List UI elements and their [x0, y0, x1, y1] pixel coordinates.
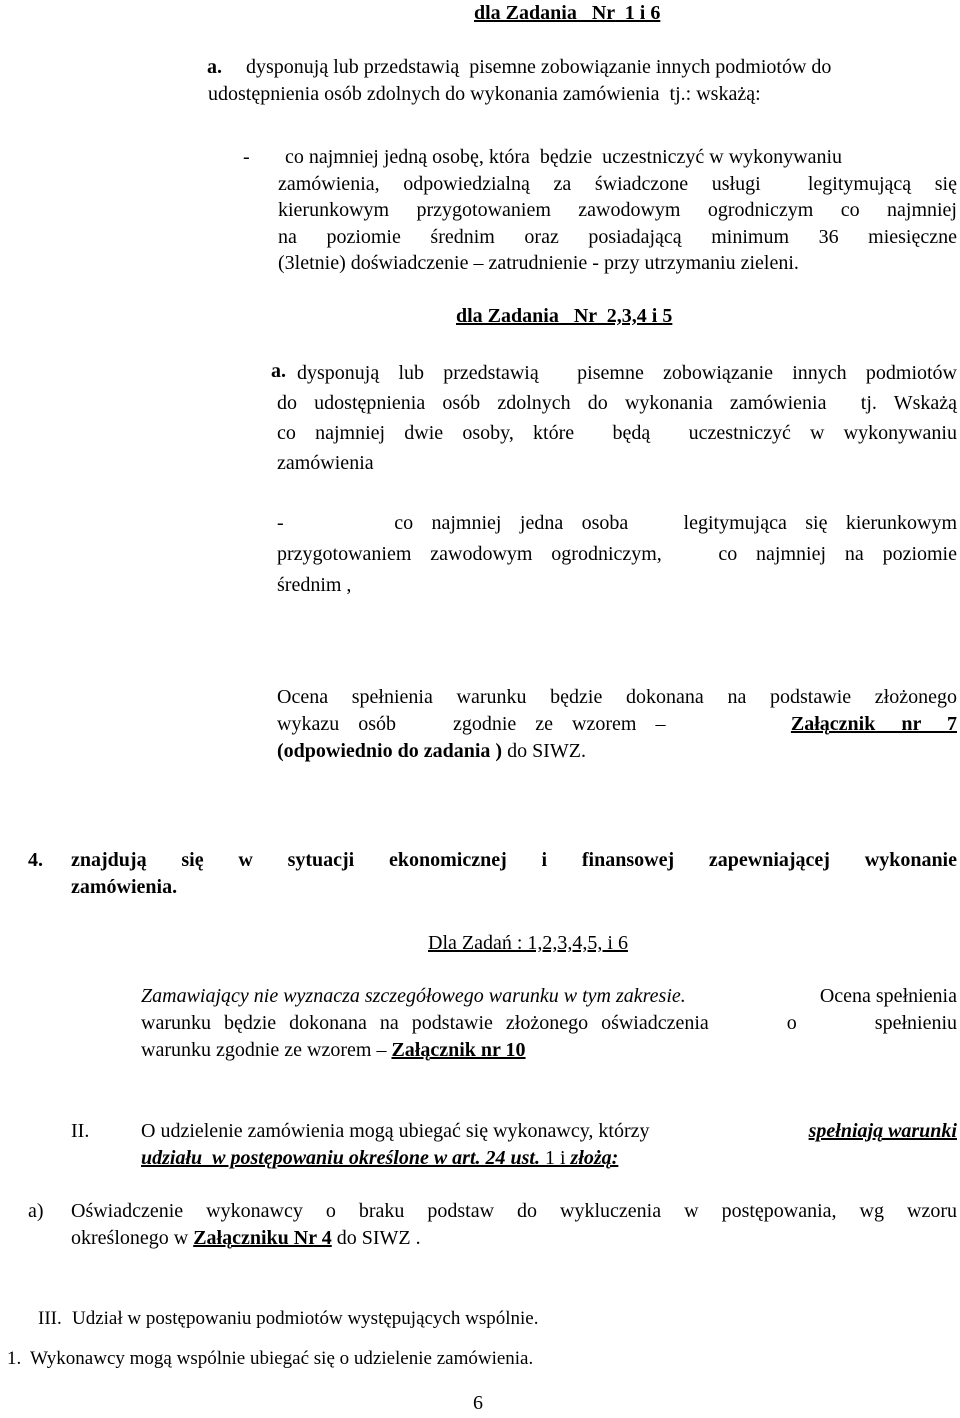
- zad1-a-line1: dysponują lub przedstawią pisemne zobowiązanie innych podmiotów do: [246, 56, 832, 78]
- secII-line2: [141, 1145, 957, 1172]
- ocena-line2-text: wykazu osób zgodnie ze wzorem –: [277, 713, 666, 735]
- zad1-dash-line1: co najmniej jedną osobę, która będzie uczestniczyć w wykonywaniu: [285, 146, 843, 168]
- secII-paragraph: [141, 1118, 957, 1172]
- sec4-title: [71, 847, 957, 901]
- secII-text-em: spełniają warunki: [808, 1120, 957, 1142]
- ocena-line3-rest: do SIWZ.: [502, 740, 586, 762]
- zad2-header: dla Zadania Nr 2,3,4 i 5: [456, 305, 673, 327]
- zad1-dash: -: [243, 146, 250, 168]
- zad1-dash-line3: kierunkowym przygotowaniem zawodowym ogrodniczym co najmniej: [278, 199, 957, 221]
- itemA-paragraph: [71, 1198, 957, 1252]
- secII-line2-end: złożą:: [570, 1147, 619, 1169]
- zad1-a-text: [208, 54, 958, 108]
- zad2-dash-text: [277, 508, 957, 601]
- zalacznik-10-ref: Załącznik nr 10: [391, 1039, 526, 1061]
- ocena-line3: [277, 738, 957, 765]
- zad2-a-line2: do udostępnienia osób zdolnych do wykonania zamówienia tj. Wskażą: [277, 392, 957, 414]
- ocena-paragraph: [277, 684, 957, 765]
- zalacznik-4-ref: Załączniku Nr 4: [193, 1227, 332, 1249]
- item1-marker: 1.: [7, 1348, 22, 1369]
- sec4-line2: zamówienia.: [71, 876, 178, 898]
- sec4-p-line2: warunku będzie dokonana na podstawie złożonego oświadczenia o spełnieniu: [141, 1012, 957, 1034]
- secII-line2-em: udziału w postępowaniu określone w art. 24 ust.: [141, 1147, 540, 1169]
- zad2-dash-line2: przygotowaniem zawodowym ogrodniczym, co najmniej na poziomie: [277, 543, 957, 565]
- item1-text: Wykonawcy mogą wspólnie ubiegać się o udzielenie zamówienia.: [30, 1348, 534, 1369]
- sec4-header: Dla Zadań : 1,2,3,4,5, i 6: [428, 932, 628, 954]
- zad1-a-marker: a.: [207, 56, 222, 78]
- secII-line2-plain: 1 i: [539, 1147, 571, 1169]
- ocena-line3-bold: (odpowiednio do zadania ): [277, 740, 503, 762]
- itemA-line2-text: określonego w: [71, 1227, 189, 1249]
- zad1-dash-line4: na poziomie średnim oraz posiadającą minimum 36 miesięczne: [278, 225, 957, 248]
- zad2-dash-line1: - co najmniej jedna osoba legitymująca się kierunkowym: [277, 512, 957, 534]
- zad1-a-line2: udostępnienia osób zdolnych do wykonania zamówienia tj.: wskażą:: [208, 83, 761, 105]
- sec4-p-line3: [141, 1037, 957, 1064]
- secIII-text: Udział w postępowaniu podmiotów występujących wspólnie.: [72, 1308, 539, 1329]
- itemA-marker: a): [28, 1200, 44, 1222]
- zad2-a-line4: zamówienia: [277, 452, 374, 474]
- zad2-a-line1: dysponują lub przedstawią pisemne zobowiązanie innych podmiotów: [297, 362, 957, 384]
- itemA-line1: Oświadczenie wykonawcy o braku podstaw do wykluczenia w postępowania, wg wzoru: [71, 1200, 957, 1222]
- zalacznik-7-ref: Załącznik nr 7: [790, 713, 957, 735]
- zad2-dash-line3: średnim ,: [277, 574, 352, 596]
- sec4-p-line1: [141, 983, 957, 1010]
- zad2-a-marker: a.: [271, 360, 286, 382]
- sec4-line1: znajdują się w sytuacji ekonomicznej i finansowej zapewniającej wykonanie: [71, 849, 957, 871]
- page-number: 6: [473, 1392, 483, 1414]
- itemA-line2-rest: do SIWZ .: [331, 1227, 421, 1249]
- zad1-dash-line5: (3letnie) doświadczenie – zatrudnienie - przy utrzymaniu zieleni.: [278, 252, 799, 274]
- secIII-numeral: III.: [38, 1308, 62, 1329]
- sec4-paragraph: [141, 983, 957, 1064]
- sec4-italic: Zamawiający nie wyznacza szczegółowego warunku w tym zakresie.: [141, 985, 686, 1007]
- secII-text-plain: O udzielenie zamówienia mogą ubiegać się wykonawcy, którzy: [141, 1120, 650, 1142]
- ocena-line2: [277, 711, 957, 738]
- secII-numeral: II.: [71, 1120, 90, 1142]
- zad1-dash-line2: zamówienia, odpowiedzialną za świadczone usługi legitymującą się: [278, 172, 957, 195]
- zad2-a-line3: co najmniej dwie osoby, które będą uczestniczyć w wykonywaniu: [277, 422, 957, 444]
- zad1-header: dla Zadania Nr 1 i 6: [474, 2, 661, 24]
- sec4-number: 4.: [28, 849, 43, 871]
- secII-line1: [141, 1118, 957, 1145]
- itemA-line2: [71, 1225, 957, 1252]
- sec4-line3-text: warunku zgodnie ze wzorem –: [141, 1039, 387, 1061]
- zad1-dash-text: [278, 144, 957, 277]
- sec4-line1-rest: Ocena spełnienia: [814, 985, 957, 1007]
- zad2-a-text: [277, 358, 957, 478]
- ocena-line1: Ocena spełnienia warunku będzie dokonana na podstawie złożonego: [277, 686, 957, 708]
